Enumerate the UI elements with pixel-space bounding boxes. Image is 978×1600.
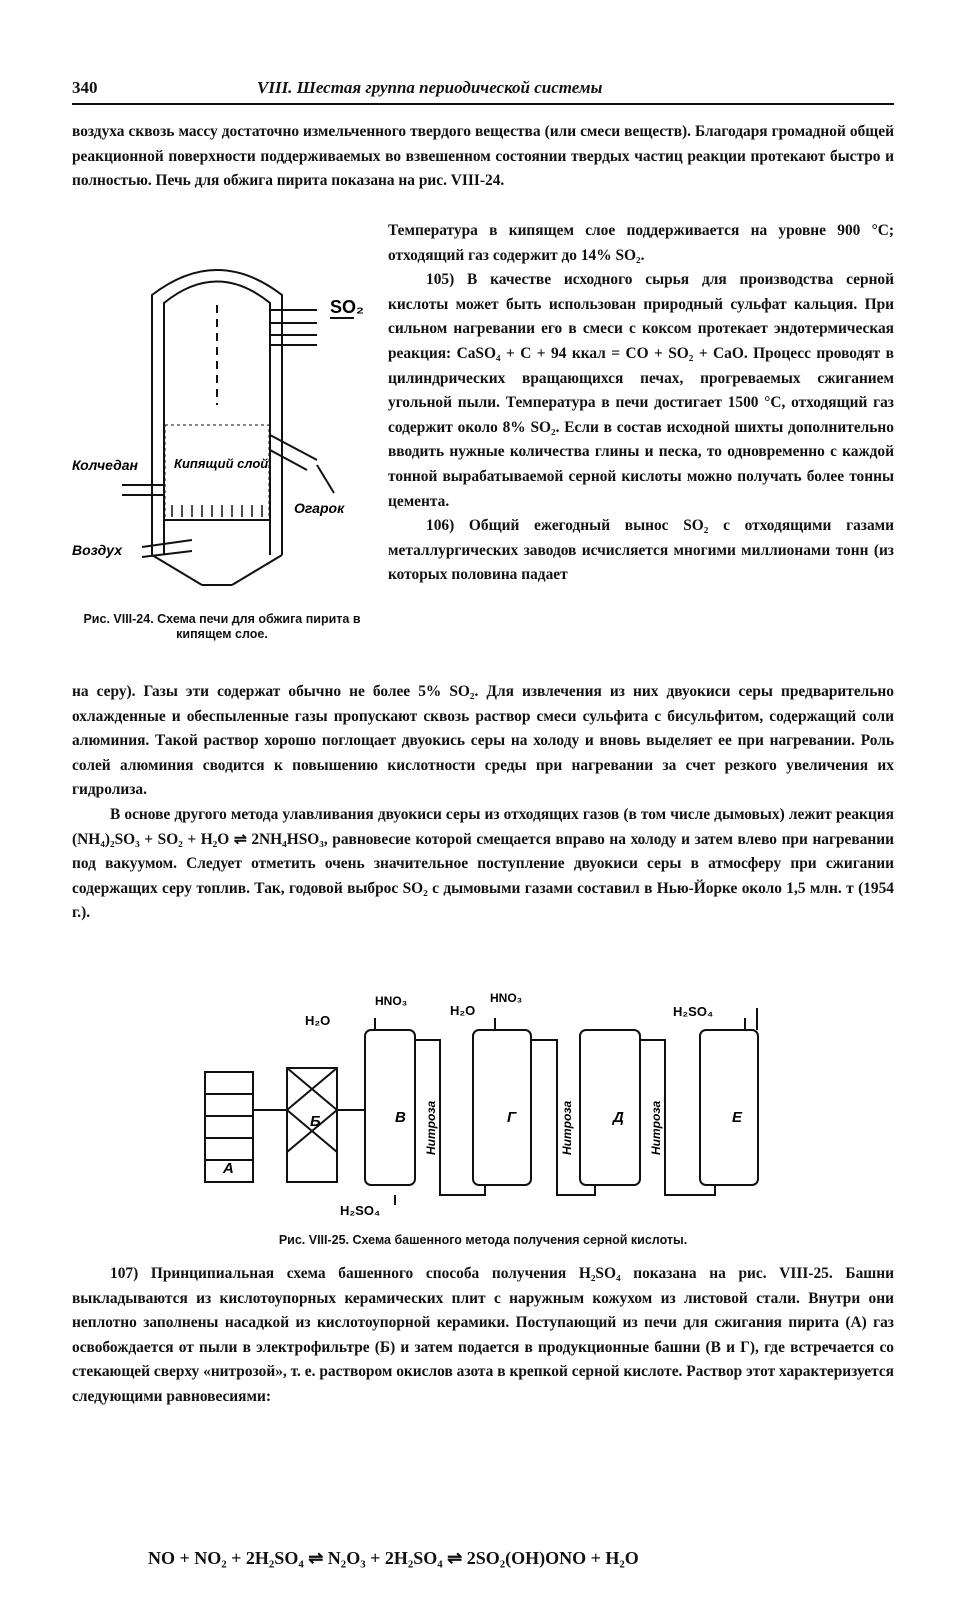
so2-duct <box>270 310 317 345</box>
tower-g <box>473 1030 531 1185</box>
running-header <box>72 78 894 100</box>
tower-d <box>580 1030 640 1185</box>
paragraph-107-text: 107) Принципиальная схема башенного способа получения H₂SO₄ показана на рис. VIII-25. Башни выкладываются из кислотоупорных керамических плит с наружным кожухом из листовой стали. Внутри они неплотно заполнены насадкой из кислотоупорной керамики. Поступающий из печи для сжигания пирита (A) газ освобождается от пыли в электрофильтре (Б) и затем подается в продукционные башни (В и Г), где встречается со стекающей сверху «нитрозой», т. е. раствором окислов азота в крепкой серной кислоте. Раствор этот характеризуется следующими равновесиями: <box>72 1265 894 1405</box>
nitroza-label-2: Нитроза <box>560 1100 574 1155</box>
paragraph-105: 105) В качестве исходного сырья для производства серной кислоты может быть использован природный сульфат кальция. При сильном нагревании его в смеси с коксом протекает эндотермическая реакция: CaSO₄ + C + 94 ккал = CO + SO₂ + CaO. Процесс проводят в цилиндрических вращающихся печах, прогреваемых сжиганием угольной пыли. Температура в печи достигает 1500 °C, отходящий газ содержит около 8% SO₂. Если в состав исходной шихты дополнительно вводить нужные количества глины и песка, то одновременно с каждой тонной вырабатываемой серной кислоты можно получать более тонны цемента. <box>388 271 894 510</box>
hno3-label-2: HNO₃ <box>490 991 523 1005</box>
h2o-label-2: H₂O <box>450 1003 476 1018</box>
pyrite-label: Колчедан <box>72 457 139 473</box>
h2o-label-1: H₂O <box>305 1013 331 1028</box>
header-rule <box>72 103 894 105</box>
cone-left <box>152 555 202 585</box>
fluidized-bed <box>165 425 269 520</box>
label-b: Б <box>310 1113 321 1130</box>
label-v: В <box>395 1109 406 1126</box>
h2so4-top-label: H₂SO₄ <box>673 1004 714 1019</box>
paragraph-p1b: Температура в кипящем слое поддерживается на уровне 900 °C; отходящий газ содержит до 14% SO₂. <box>388 222 894 264</box>
paragraph-p1 <box>72 120 894 194</box>
chapter-title: VIII. Шестая группа периодической системы <box>257 78 603 97</box>
label-d: Д <box>613 1109 624 1126</box>
nitroza-label-3: Нитроза <box>649 1100 663 1155</box>
column-text <box>388 219 894 588</box>
cone-right <box>232 555 282 585</box>
pyrite-feed <box>122 485 164 495</box>
fig25-caption: Рис. VIII-25. Схема башенного метода получения серной кислоты. <box>278 1233 688 1247</box>
fig24-caption: Рис. VIII-24. Схема печи для обжига пирита в кипящем слое. <box>83 612 361 641</box>
paragraph-107 <box>72 1262 894 1410</box>
label-a: А <box>223 1160 234 1177</box>
tower-process-diagram <box>195 990 795 1220</box>
air-duct <box>142 540 192 557</box>
label-e: Е <box>732 1109 743 1126</box>
tower-e <box>700 1030 758 1185</box>
furnace-diagram <box>72 255 372 605</box>
cinder-duct <box>270 435 317 470</box>
h2so4-bottom-label: H₂SO₄ <box>340 1203 381 1218</box>
cinder-label: Огарок <box>294 500 345 516</box>
paragraph-106b-text: на серу). Газы эти содержат обычно не более 5% SO₂. Для извлечения из них двуокиси серы предварительно охлажденные и обеспыленные газы пропускают сквозь раствор смеси сульфита с бисульфитом, содержащий соли алюминия. Такой раствор хорошо поглощает двуокись серы на холоду и вновь выделяет ее при нагревании. Роль солей алюминия сводится к повышению кислотности среды при нагревании за счет резкого увеличения их гидролиза. <box>72 683 894 799</box>
paragraph-p1-text: воздуха сквозь массу достаточно измельченного твердого вещества (или смеси веществ). Благодаря громадной общей реакционной поверхности поддерживаемых во взвешенном состоянии твердых частиц реакции протекают быстро и полностью. Печь для обжига пирита показана на рис. VIII-24. <box>72 123 894 190</box>
tower-v <box>365 1030 415 1185</box>
paragraph-106b <box>72 680 894 926</box>
paragraph-106a: 106) Общий ежегодный вынос SO₂ с отходящими газами металлургических заводов исчисляется многими миллионами тонн (из которых половина падает <box>388 517 894 584</box>
bed-label: Кипящий слой <box>174 456 269 471</box>
hno3-label-1: HNO₃ <box>375 994 408 1008</box>
nitroza-label-1: Нитроза <box>424 1100 438 1155</box>
equilibrium-equation: NO + NO₂ + 2H₂SO₄ ⇌ N₂O₃ + 2H₂SO₄ ⇌ 2SO₂(OH)ONO + H₂O <box>148 1548 639 1568</box>
label-g: Г <box>507 1109 517 1126</box>
paragraph-other-method: В основе другого метода улавливания двуокиси серы из отходящих газов (в том числе дымовых) лежит реакция (NH₄)₂SO₃ + SO₂ + H₂O ⇌ 2NH₄HSO₃, равновесие которой смещается вправо на холоду и затем влево при нагревании под вакуумом. Следует отметить очень значительное поступление двуокиси серы в атмосферу при сжигании содержащих серу топлив. Так, годовой выброс SO₂ с дымовыми газами составил в Нью-Йорке около 1,5 млн. т (1954 г.). <box>72 805 894 922</box>
so2-label: SO₂ <box>330 297 365 317</box>
air-label: Воздух <box>72 542 123 558</box>
page-number: 340 <box>72 78 98 97</box>
